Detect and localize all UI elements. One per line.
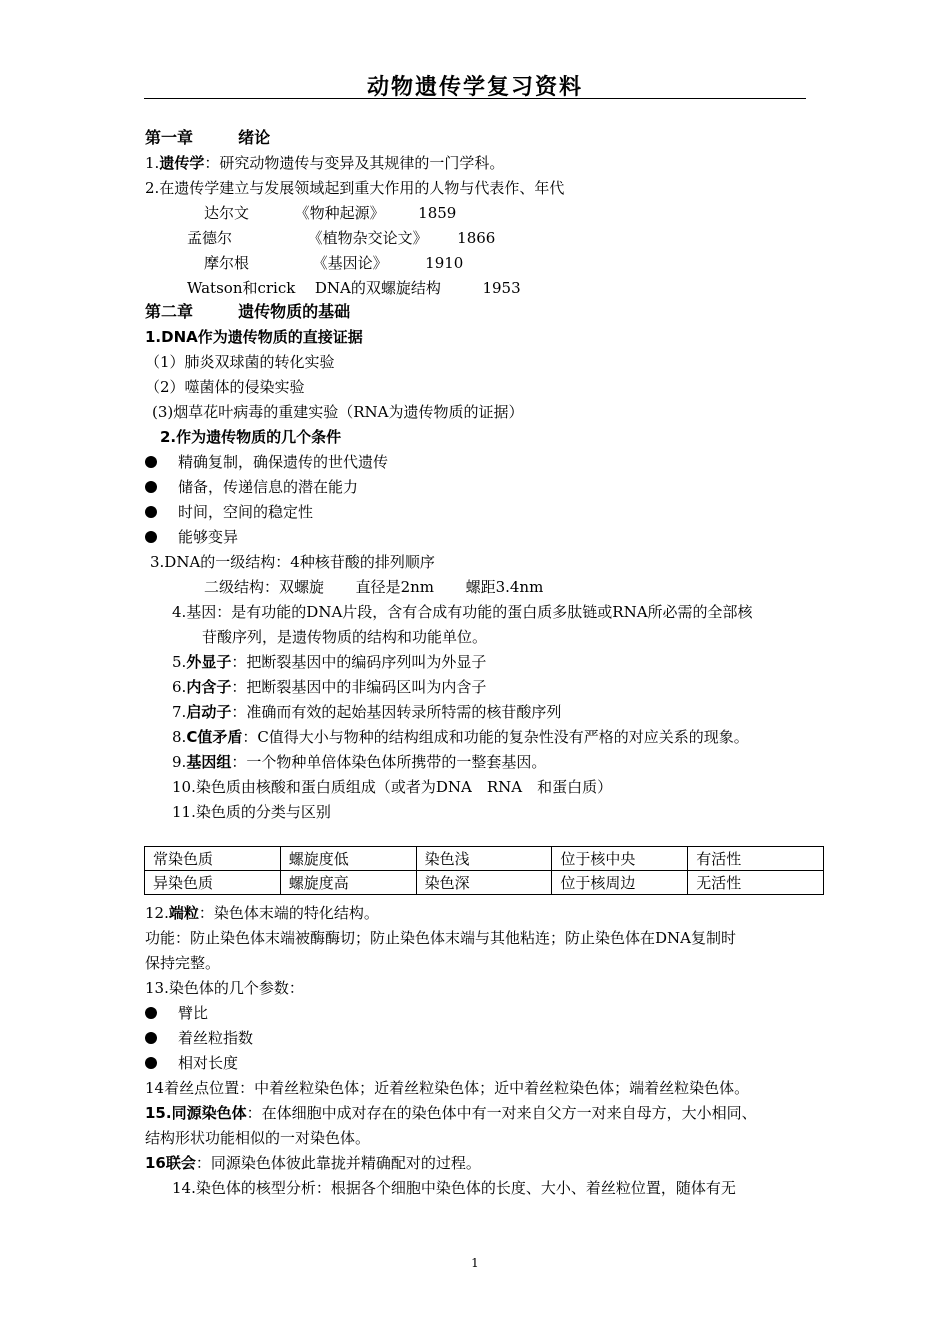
term: 基因组 [186, 753, 232, 771]
term: C值矛盾 [186, 728, 243, 746]
term: 启动子 [186, 703, 232, 721]
person-work: 《基因论》 [312, 254, 388, 272]
paragraph-line: 10.染色质由核酸和蛋白质组成（或者为DNA RNA 和蛋白质） [172, 778, 613, 796]
term: 端粒 [168, 904, 199, 922]
table-cell: 无活性 [688, 871, 824, 895]
definition-text: ：准确而有效的起始基因转录所特需的核苷酸序列 [231, 703, 562, 721]
chapter-1-heading [145, 128, 270, 148]
paragraph-line: 功能：防止染色体末端被酶酶切；防止染色体末端与其他粘连；防止染色体在DNA复制时 [145, 929, 736, 947]
person-year: 1866 [457, 229, 496, 247]
definition-genome [172, 752, 546, 772]
paragraph-line: 3.DNA的一级结构：4种核苷酸的排列顺序 [150, 553, 435, 571]
definition-homologous-chromosome [145, 1103, 757, 1123]
table-cell: 染色深 [416, 871, 552, 895]
definition-text: ：同源染色体彼此靠拢并精确配对的过程。 [195, 1154, 481, 1172]
definition-text: ：研究动物遗传与变异及其规律的一门学科。 [204, 154, 505, 172]
definition-text: ：把断裂基因中的编码序列叫为外显子 [231, 653, 487, 671]
paragraph-line: 苷酸序列，是遗传物质的结构和功能单位。 [202, 628, 488, 646]
term: 内含子 [186, 678, 232, 696]
paragraph-line: 结构形状功能相似的一对染色体。 [145, 1129, 371, 1147]
table-cell: 染色浅 [416, 847, 552, 871]
table-row [145, 847, 824, 871]
table-cell: 异染色质 [145, 871, 281, 895]
chapter-2-name: 遗传物质的基础 [238, 302, 351, 321]
bullet-icon [145, 481, 157, 493]
person-name: Watson和crick [187, 279, 296, 297]
title-underline [144, 98, 806, 99]
list-item: （2）噬菌体的侵染实验 [145, 378, 305, 396]
item-number: 9. [172, 753, 187, 771]
list-item: (3)烟草花叶病毒的重建实验（RNA为遗传物质的证据） [152, 403, 524, 421]
term: 16联会 [145, 1154, 196, 1172]
person-year: 1953 [482, 279, 521, 297]
item-number: 7. [172, 703, 187, 721]
person-work: 《植物杂交论文》 [307, 229, 428, 247]
person-year: 1859 [418, 204, 457, 222]
definition-text: ：把断裂基因中的非编码区叫为内含子 [231, 678, 487, 696]
person-name: 达尔文 [204, 204, 250, 222]
definition-synapsis [145, 1153, 481, 1173]
table-cell: 有活性 [688, 847, 824, 871]
item-number: 6. [172, 678, 187, 696]
person-row [187, 228, 495, 248]
table-cell: 螺旋度低 [280, 847, 416, 871]
bullet-icon [145, 1032, 157, 1044]
chapter-1-name: 绪论 [238, 128, 271, 147]
bullet-text: 相对长度 [178, 1054, 239, 1072]
person-work: DNA的双螺旋结构 [314, 279, 441, 297]
person-row [204, 203, 456, 223]
paragraph-line: 4.基因：是有功能的DNA片段，含有合成有功能的蛋白质多肽链或RNA所必需的全部核 [172, 603, 753, 621]
table-cell: 位于核中央 [552, 847, 688, 871]
definition-promoter [172, 702, 561, 722]
person-row [204, 253, 463, 273]
definition-c-value-paradox [172, 727, 749, 747]
bullet-text: 精确复制，确保遗传的世代遗传 [178, 453, 389, 471]
table-cell: 常染色质 [145, 847, 281, 871]
bullet-text: 时间，空间的稳定性 [178, 503, 314, 521]
bullet-text: 臂比 [178, 1004, 209, 1022]
definition-genetics [145, 153, 504, 173]
page-number: 1 [471, 1256, 479, 1270]
bullet-text: 着丝粒指数 [178, 1029, 254, 1047]
table-cell: 位于核周边 [552, 871, 688, 895]
definition-text: ：染色体末端的特化结构。 [198, 904, 379, 922]
chapter-2-heading [145, 302, 350, 322]
term: 遗传学 [159, 154, 205, 172]
bullet-text: 能够变异 [178, 528, 239, 546]
table-row [145, 871, 824, 895]
item-number: 1. [145, 154, 160, 172]
paragraph-line: 保持完整。 [145, 954, 221, 972]
structure-diameter: 直径是2nm [355, 578, 435, 596]
paragraph-line: 14着丝点位置：中着丝粒染色体；近着丝粒染色体；近中着丝粒染色体；端着丝粒染色体。 [145, 1079, 750, 1097]
bullet-icon [145, 506, 157, 518]
list-item: （1）肺炎双球菌的转化实验 [145, 353, 335, 371]
definition-text: ：C值得大小与物种的结构组成和功能的复杂性没有严格的对应关系的现象。 [242, 728, 749, 746]
bullet-icon [145, 1057, 157, 1069]
chapter-1-number: 第一章 [145, 128, 194, 147]
paragraph-line: 14.染色体的核型分析：根据各个细胞中染色体的长度、大小、着丝粒位置，随体有无 [172, 1179, 736, 1197]
item-number: 5. [172, 653, 187, 671]
structure-pitch: 螺距3.4nm [465, 578, 544, 596]
definition-intron [172, 677, 486, 697]
person-row [187, 278, 521, 298]
bullet-icon [145, 531, 157, 543]
item-number: 12. [145, 904, 169, 922]
paragraph-line: 11.染色质的分类与区别 [172, 803, 331, 821]
document-title: 动物遗传学复习资料 [366, 75, 583, 100]
paragraph-line: 2.在遗传学建立与发展领域起到重大作用的人物与代表作、年代 [145, 179, 565, 197]
person-name: 摩尔根 [204, 254, 250, 272]
definition-exon [172, 652, 486, 672]
section-heading: 1.DNA作为遗传物质的直接证据 [145, 328, 363, 346]
person-name: 孟德尔 [187, 229, 233, 247]
section-heading: 2.作为遗传物质的几个条件 [160, 428, 342, 446]
term: 15.同源染色体 [145, 1104, 247, 1122]
bullet-icon [145, 1007, 157, 1019]
bullet-icon [145, 456, 157, 468]
person-year: 1910 [425, 254, 464, 272]
paragraph-line [204, 577, 543, 597]
item-number: 8. [172, 728, 187, 746]
definition-text: ：一个物种单倍体染色体所携带的一整套基因。 [231, 753, 547, 771]
term: 外显子 [186, 653, 232, 671]
definition-text: ：在体细胞中成对存在的染色体中有一对来自父方一对来自母方，大小相同、 [246, 1104, 757, 1122]
chromatin-table [144, 846, 824, 895]
person-work: 《物种起源》 [294, 204, 385, 222]
bullet-text: 储备，传递信息的潜在能力 [178, 478, 359, 496]
paragraph-line: 13.染色体的几个参数： [145, 979, 304, 997]
chapter-2-number: 第二章 [145, 302, 194, 321]
definition-telomere [145, 903, 379, 923]
table-cell: 螺旋度高 [280, 871, 416, 895]
structure-label: 二级结构：双螺旋 [204, 578, 325, 596]
